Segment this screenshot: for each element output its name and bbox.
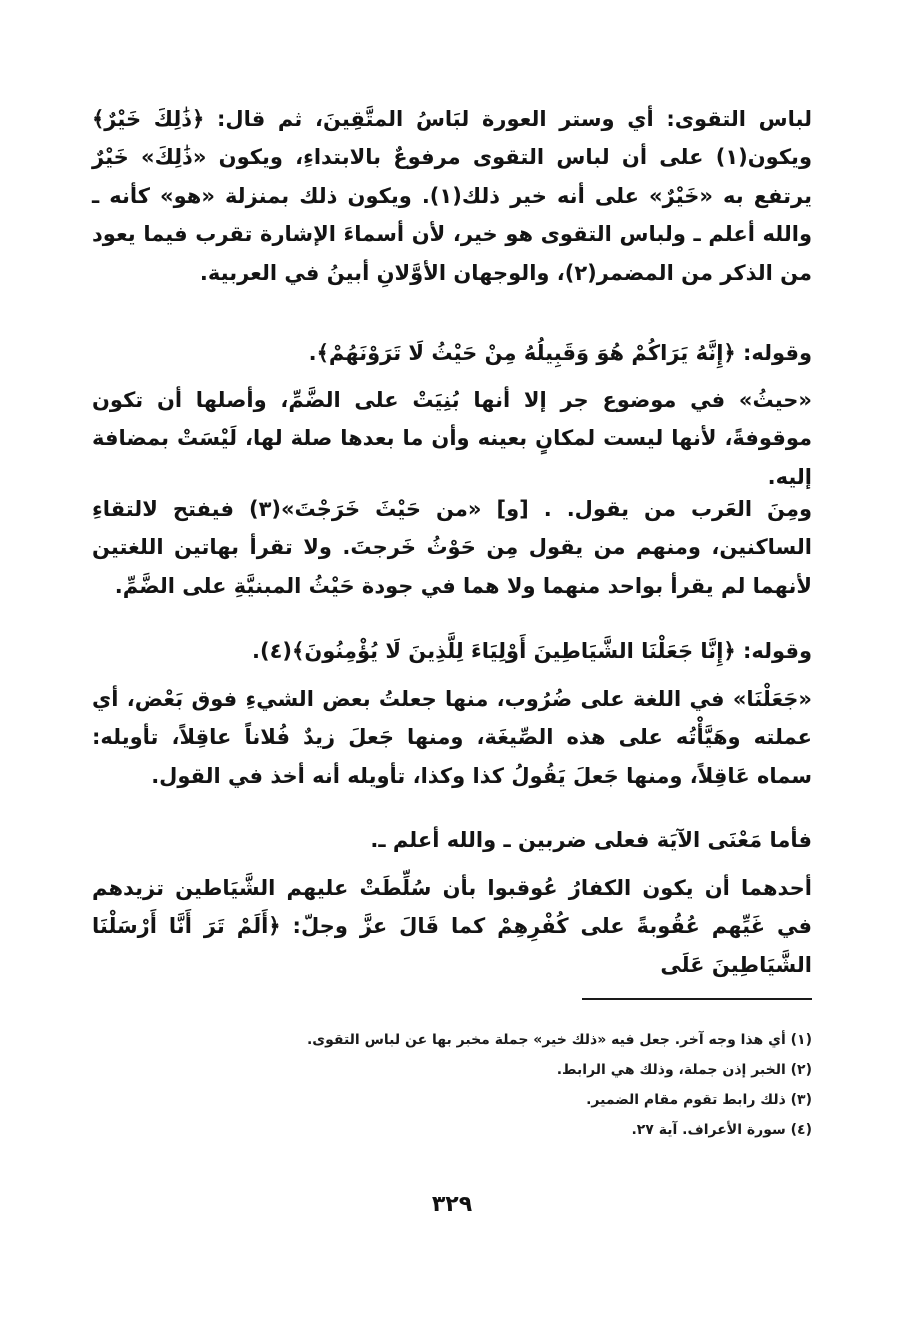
footnote-1: (١) أي هذا وجه آخر. جعل فيه «ذلك خير» جملة مخبر بها عن لباس التقوى. <box>306 1032 812 1048</box>
para-8-block <box>92 869 812 984</box>
para-1-block <box>92 100 812 292</box>
paragraph: أحدهما أن يكون الكفارُ عُوقبوا بأن سُلِّطَتْ عليهم الشَّيَاطين تزيدهم في غَيِّهم عُقُوبةً على كُفْرِهِمْ كما قَالَ عزَّ وجلّ: ﴿أَلَمْ تَرَ أَنَّا أَرْسَلْنَا الشَّيَاطِينَ عَلَى <box>92 876 812 977</box>
footnote-divider <box>582 998 812 1000</box>
paragraph: لباس التقوى: أي وستر العورة لبَاسُ المتَّقِينَ، ثم قال: ﴿ذَٰلِكَ خَيْرٌ﴾ ويكون(١) على أن لباس التقوى مرفوعٌ بالابتداءِ، ويكون «ذَٰلِكَ» خَيْرٌ يرتفع به «خَيْرٌ» على أنه خير ذلك(١). ويكون ذلك بمنزلة «هو» كأنه ـ والله أعلم ـ ولباس التقوى هو خير، لأن أسماءَ الإشارة تقرب فيما يعود من الذكر من المضمر(٢)، والوجهان الأوَّلانِ أبينُ في العربية. <box>92 107 813 285</box>
footnote-2: (٢) الخبر إذن جملة، وذلك هي الرابط. <box>556 1062 812 1078</box>
paragraph: ومِنَ العَرب من يقول. . [و] «من حَيْثَ خَرَجْتَ»(٣) فيفتح لالتقاءِ الساكنين، ومنهم من يقول مِن حَوْثُ خَرجتَ. ولا تقرأ بهاتين اللغتين لأنهما لم يقرأ بواحد منهما ولا هما في جودة حَيْثُ المبنيَّةِ على الضَّمِّ. <box>92 497 812 598</box>
paragraph: وقوله: ﴿إِنَّا جَعَلْنَا الشَّيَاطِينَ أَوْلِيَاءَ لِلَّذِينَ لَا يُؤْمِنُونَ﴾(٤). <box>252 639 812 663</box>
para-4-block <box>92 490 812 605</box>
para-5-block <box>92 632 812 670</box>
para-7-block <box>92 821 812 859</box>
footnotes <box>92 1028 812 1148</box>
paragraph: «جَعَلْنَا» في اللغة على ضُرُوب، منها جعلتُ بعض الشيءِ فوق بَعْض، أي عملته وهَيَّأْتُه على هذه الصِّيغَة، ومنها جَعلَ زيدٌ فُلاناً عاقِلاً، تأويله: سماه عَاقِلاً، ومنها جَعلَ يَقُولُ كذا وكذا، تأويله أنه أخذ في القول. <box>92 687 812 788</box>
page-number: ٣٢٩ <box>431 1192 473 1217</box>
para-2-block <box>92 334 812 372</box>
para-3-block <box>92 381 812 496</box>
paragraph: «حيثُ» في موضوع جر إلا أنها بُنِيَتْ على الضَّمِّ، وأصلها أن تكون موقوفةً، لأنها ليست لمكانٍ بعينه وأن ما بعدها صلة لها، لَيْسَتْ بمضافة إليه. <box>92 388 812 489</box>
footnote-4: (٤) سورة الأعراف. آية ٢٧. <box>631 1122 812 1138</box>
para-6-block <box>92 680 812 795</box>
paragraph: وقوله: ﴿إِنَّهُ يَرَاكُمْ هُوَ وَقَبِيلُهُ مِنْ حَيْثُ لَا تَرَوْنَهُمْ﴾. <box>308 341 812 365</box>
footnote-3: (٣) ذلك رابط تقوم مقام الضمير. <box>586 1092 812 1108</box>
paragraph: فأما مَعْنَى الآيَة فعلى ضربين ـ والله أعلم ـ. <box>370 828 812 852</box>
